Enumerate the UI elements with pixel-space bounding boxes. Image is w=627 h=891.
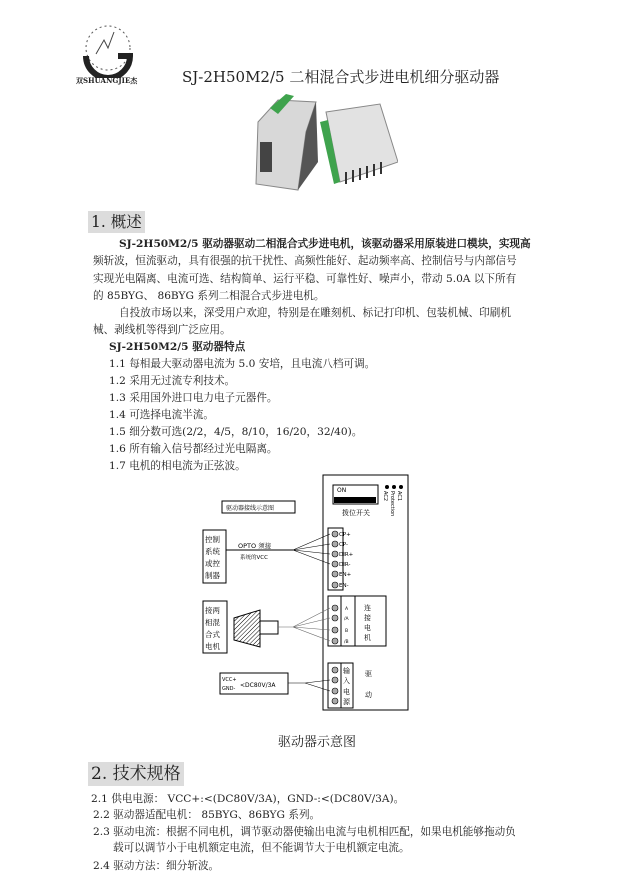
dip-on-label: ON <box>337 487 347 494</box>
spec-item: 2.3 驱动电流：根据不同电机，调节驱动器使输出电流与电机相匹配，如果电机能够拖动负 <box>93 826 516 838</box>
terminal-b: B <box>345 629 349 634</box>
drive-label: 动 <box>365 691 372 699</box>
led-label-protection: Protection <box>389 491 395 517</box>
product-photo <box>248 92 398 196</box>
terminal-cp-minus: CP- <box>339 542 349 548</box>
led-label-ac2: AC2 <box>382 491 388 502</box>
document-title: SJ-2H50M2/5 二相混合式步进电机细分驱动器 <box>182 68 500 86</box>
power-vcc-text: VCC+ <box>222 677 237 683</box>
paragraph-line: 的 85BYG、 86BYG 系列二相混合式步进电机。 <box>93 290 325 302</box>
motor-label: 接 <box>364 614 371 622</box>
control-box-text: 制器 <box>205 571 220 580</box>
motor-box-text: 合式 <box>205 630 220 639</box>
feature-item: 1.4 可选择电流半流。 <box>109 409 214 421</box>
power-gnd-text: GND- <box>222 686 236 692</box>
power-spec-text: <DC80V/3A <box>240 682 276 689</box>
section-heading-overview: 1. 概述 <box>88 211 145 233</box>
section-heading-specs: 2. 技术规格 <box>88 762 184 786</box>
dip-switch-label: 拨位开关 <box>342 509 370 517</box>
diagram-caption: 驱动器示意图 <box>278 735 357 750</box>
feature-item: 1.7 电机的相电流为正弦波。 <box>109 460 246 472</box>
power-label: 电 <box>343 688 350 696</box>
control-box-text: 系统 <box>205 547 220 556</box>
features-title: SJ-2H50M2/5 驱动器特点 <box>109 341 246 353</box>
motor-label: 连 <box>364 604 371 612</box>
motor-box-text: 电机 <box>205 642 220 651</box>
led-label-ac1: AC1 <box>396 491 402 502</box>
motor-label: 机 <box>364 634 371 642</box>
vcc-text: 系统的VCC <box>240 555 268 561</box>
terminal-a-bar: /A <box>344 617 349 622</box>
diagram-label: 驱动器接线示意图 <box>226 505 275 512</box>
spec-item: 2.4 驱动方法：细分斩波。 <box>93 860 220 872</box>
drive-label: 驱 <box>365 670 372 678</box>
spec-item: 2.1 供电电源： VCC+:<(DC80V/3A)，GND-:<(DC80V/3A)。 <box>91 793 405 805</box>
feature-item: 1.1 每相最大驱动器电流为 5.0 安培，且电流八档可调。 <box>109 358 376 370</box>
motor-box-text: 相混 <box>205 618 220 627</box>
logo-text: 双SHUANGJIE杰 <box>76 76 138 85</box>
power-label: 入 <box>343 677 350 685</box>
feature-item: 1.2 采用无过流专利技术。 <box>109 375 236 387</box>
terminal-dir-plus: DIR+ <box>339 552 354 558</box>
power-label: 输 <box>343 667 350 675</box>
terminal-a: A <box>345 607 349 612</box>
power-label: 源 <box>343 698 350 706</box>
motor-label: 电 <box>364 624 371 632</box>
terminal-en-minus: EN- <box>339 583 349 589</box>
terminal-cp-plus: CP+ <box>339 532 351 538</box>
wiring-diagram <box>190 470 420 720</box>
motor-box-text: 接两 <box>205 606 220 615</box>
spec-item: 载可以调节小于电机额定电流，但不能调节大于电机额定电流。 <box>113 842 410 854</box>
paragraph-line: 频斩波，恒流驱动，具有很强的抗干扰性、高频性能好、起动频率高、控制信号与内部信号 <box>93 255 517 267</box>
control-box-text: 或控 <box>205 559 220 568</box>
opto-text: OPTO 须接 <box>238 542 272 550</box>
feature-item: 1.6 所有输入信号都经过光电隔离。 <box>109 443 278 455</box>
spec-item: 2.2 驱动器适配电机： 85BYG、86BYG 系列。 <box>93 809 321 821</box>
paragraph-line: 械、剥线机等得到广泛应用。 <box>93 324 231 336</box>
paragraph-line: 自投放市场以来，深受用户欢迎，特别是在雕刻机、标记打印机、包装机械、印刷机 <box>119 307 511 319</box>
feature-item: 1.3 采用国外进口电力电子元器件。 <box>109 392 278 404</box>
terminal-en-plus: EN+ <box>339 572 352 578</box>
paragraph-line: SJ-2H50M2/5 驱动器驱动二相混合式步进电机，该驱动器采用原装进口模块，实现高 <box>119 238 531 250</box>
terminal-dir-minus: DIR- <box>339 562 351 568</box>
paragraph-line: 实现光电隔离、电流可选、结构简单、运行平稳、可靠性好、噪声小，带动 5.0A 以下所有 <box>93 273 517 285</box>
feature-item: 1.5 细分数可选(2/2，4/5，8/10，16/20，32/40)。 <box>109 426 363 438</box>
terminal-b-bar: /B <box>344 640 349 645</box>
control-box-text: 控制 <box>205 535 220 544</box>
